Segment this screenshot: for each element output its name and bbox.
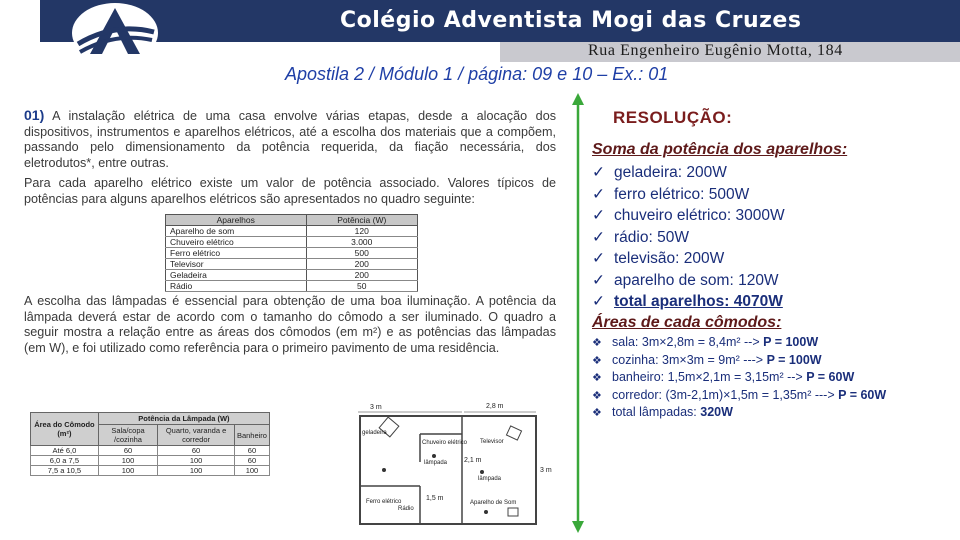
question-paragraph-3: A escolha das lâmpadas é essencial para obtenção de uma boa iluminação. A potência da lâmpada deverá estar de acordo com o tamanho do cômodo a ser iluminado. O quadro a seguir mostra a relação entre as áreas dos cômodos (em m²) e as potências das lâmpadas (em W), e foi utilizado como referência para o primeiro pavimento de uma residência.	[24, 294, 556, 355]
list-item	[592, 184, 785, 206]
power-value: P = 60W	[806, 370, 855, 384]
appliance-power-list	[592, 162, 785, 313]
list-item-text: sala: 3m×2,8m = 8,4m² -->	[612, 335, 764, 349]
list-item-text: ferro elétrico: 500W	[614, 185, 750, 203]
table-cell: 60	[234, 446, 269, 456]
check-icon: ✓	[592, 293, 605, 310]
label-lampada: lâmpada	[424, 460, 448, 466]
check-icon: ✓	[592, 164, 605, 181]
diamond-bullet-icon: ❖	[592, 337, 602, 349]
sum-heading: Soma da potência dos aparelhos:	[592, 141, 848, 158]
list-item-text: aparelho de som: 120W	[614, 271, 779, 289]
diamond-bullet-icon: ❖	[592, 372, 602, 384]
table-cell: Chuveiro elétrico	[166, 237, 307, 248]
question-paragraph-2: Para cada aparelho elétrico existe um valor de potência associado. Valores típicos de potências para alguns aparelhos elétricos são apresentados no quadro seguinte:	[24, 176, 556, 206]
appliance-power-table	[165, 214, 418, 292]
school-name: Colégio Adventista Mogi das Cruzes	[340, 8, 802, 33]
lamp-icon	[480, 470, 484, 474]
power-value: 320W	[700, 405, 733, 419]
room-area-list	[592, 334, 886, 422]
list-item	[592, 227, 785, 249]
tv-icon	[506, 426, 521, 440]
question-paragraph-1: A instalação elétrica de uma casa envolve várias etapas, desde a alocação dos dispositivos, instrumentos e aparelhos elétricos, até a escolha dos materiais que a compõem, passando pelo dimensionamento da potência requerida, da fiação necessária, dos eletrodutos*, entre outras.	[24, 109, 556, 170]
table-cell: 3.000	[306, 237, 417, 248]
power-value: P = 100W	[763, 335, 819, 349]
diamond-bullet-icon: ❖	[592, 354, 602, 367]
school-logo-icon	[70, 2, 160, 64]
dim-top-right: 2,8 m	[486, 403, 504, 410]
table-cell: Ferro elétrico	[166, 248, 307, 259]
areas-heading: Áreas de cada cômodos:	[592, 314, 782, 331]
list-item	[592, 248, 785, 270]
power-value: P = 60W	[838, 387, 887, 402]
list-item	[592, 369, 886, 387]
list-item	[592, 162, 785, 184]
total-text: total aparelhos: 4070W	[614, 293, 783, 310]
list-item	[592, 352, 886, 370]
check-icon: ✓	[592, 228, 605, 246]
table-cell: 500	[306, 248, 417, 259]
table-row	[31, 456, 270, 466]
school-address: Rua Engenheiro Eugênio Motta, 184	[588, 42, 843, 59]
table-cell: 6,0 a 7,5	[31, 456, 99, 466]
check-icon: ✓	[592, 271, 605, 289]
lamp-icon	[432, 454, 436, 458]
table1-header-appliance: Aparelhos	[166, 215, 307, 226]
list-item-text: cozinha: 3m×3m = 9m² --->	[612, 352, 767, 367]
table2-subheader: Banheiro	[234, 425, 269, 446]
list-item-text: rádio: 50W	[614, 228, 689, 246]
list-item-text: banheiro: 1,5m×2,1m = 3,15m² -->	[612, 370, 807, 384]
dim-right: 3 m	[540, 467, 552, 474]
list-item-text: chuveiro elétrico: 3000W	[614, 207, 785, 224]
diamond-bullet-icon: ❖	[592, 389, 602, 402]
table-cell: 200	[306, 270, 417, 281]
list-item	[592, 270, 785, 292]
list-item-text: geladeira: 200W	[614, 164, 727, 181]
table-row	[166, 259, 418, 270]
table-row	[166, 248, 418, 259]
list-item	[592, 387, 886, 405]
table-row	[166, 270, 418, 281]
resolution-title: RESOLUÇÃO:	[613, 108, 733, 127]
list-item	[592, 404, 886, 422]
diamond-bullet-icon: ❖	[592, 407, 602, 419]
list-item-text: corredor: (3m-2,1m)×1,5m = 1,35m² --->	[612, 387, 839, 402]
label-chuveiro: Chuveiro elétrico	[422, 440, 468, 446]
label-radio: Rádio	[398, 506, 414, 512]
total-item	[592, 291, 785, 313]
table-cell: 60	[158, 446, 235, 456]
list-item	[592, 334, 886, 352]
question-intro	[24, 108, 556, 171]
lamp-icon	[382, 468, 386, 472]
check-icon: ✓	[592, 185, 605, 203]
table1-header-power: Potência (W)	[306, 215, 417, 226]
table-cell: 7,5 a 10,5	[31, 466, 99, 476]
table-row	[31, 446, 270, 456]
table2-header-group: Potência da Lâmpada (W)	[98, 413, 269, 425]
list-item	[592, 205, 785, 227]
page-title: Apostila 2 / Módulo 1 / página: 09 e 10 – Ex.: 01	[285, 64, 669, 84]
table-cell: Aparelho de som	[166, 226, 307, 237]
table-cell: 100	[158, 466, 235, 476]
label-televisor: Televisor	[480, 439, 504, 445]
power-value: P = 100W	[766, 352, 822, 367]
table-cell: 60	[234, 456, 269, 466]
table-cell: 60	[98, 446, 157, 456]
question-number: 01)	[24, 107, 45, 123]
list-item-text: total lâmpadas:	[612, 405, 701, 419]
dim-bottom: 1,5 m	[426, 495, 444, 502]
label-geladeira: geladeira	[362, 430, 387, 436]
table-cell: 50	[306, 281, 417, 292]
table-row	[166, 281, 418, 292]
table-row	[166, 226, 418, 237]
table2-subheader: Sala/copa /cozinha	[98, 425, 157, 446]
double-arrow-divider	[571, 93, 585, 533]
label-som: Aparelho de Som	[470, 500, 517, 506]
list-item-text: televisão: 200W	[614, 250, 725, 267]
speaker-icon	[508, 508, 518, 516]
table-row	[166, 237, 418, 248]
table-cell: Até 6,0	[31, 446, 99, 456]
table2-subheader: Quarto, varanda e corredor	[158, 425, 235, 446]
check-icon: ✓	[592, 207, 605, 224]
table-cell: 100	[158, 456, 235, 466]
table-cell: 100	[234, 466, 269, 476]
header	[0, 0, 960, 68]
table-cell: 120	[306, 226, 417, 237]
label-lampada: lâmpada	[478, 476, 502, 482]
table-cell: 100	[98, 466, 157, 476]
dim-top-left: 3 m	[370, 404, 382, 411]
table2-header-area: Área do Cômodo (m²)	[31, 413, 99, 446]
lamp-icon	[484, 510, 488, 514]
label-ferro: Ferro elétrico	[366, 499, 402, 505]
lamp-power-table	[30, 412, 270, 476]
dim-mid: 2,1 m	[464, 457, 482, 464]
table-cell: 100	[98, 456, 157, 466]
table-cell: Televisor	[166, 259, 307, 270]
table-cell: Rádio	[166, 281, 307, 292]
table-cell: Geladeira	[166, 270, 307, 281]
floor-plan-diagram	[358, 400, 558, 530]
table-cell: 200	[306, 259, 417, 270]
table-row	[31, 466, 270, 476]
check-icon: ✓	[592, 250, 605, 267]
